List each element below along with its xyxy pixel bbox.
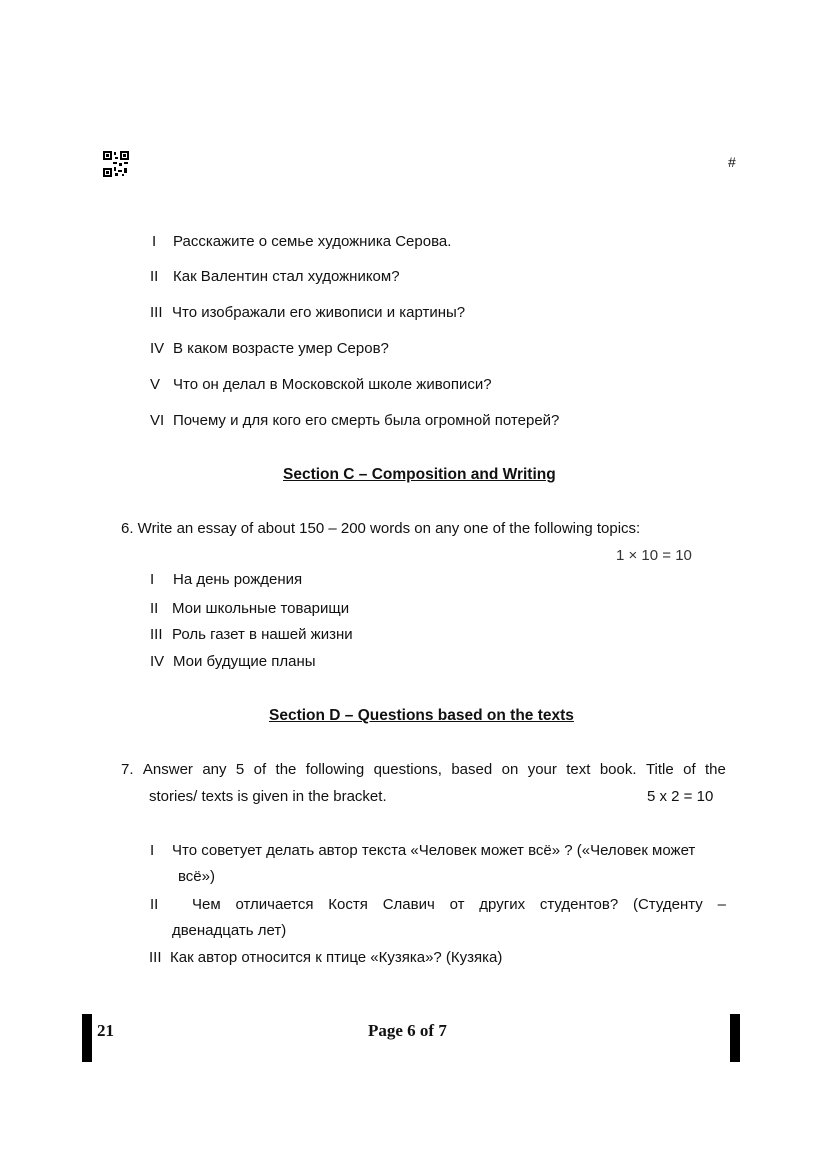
paper-code: 21 [97, 1021, 114, 1040]
page-number: Page 6 of 7 [368, 1021, 447, 1040]
section-c-title: Section C – Composition and Writing [283, 466, 556, 483]
list-item: IV В каком возрасте умер Серов? [150, 340, 389, 357]
question-7-line2: stories/ texts is given in the bracket. [149, 788, 387, 805]
list-item: I Расскажите о семье художника Серова. [152, 233, 452, 250]
marks-q7: 5 x 2 = 10 [647, 788, 714, 805]
question-7-line1: 7. Answer any 5 of the following questions, based on your text book. Title of the [121, 761, 726, 778]
question-6: 6. Write an essay of about 150 – 200 words on any one of the following topics: [121, 520, 641, 537]
list-item: V Что он делал в Московской школе живописи? [150, 376, 492, 393]
list-item: II Как Валентин стал художником? [150, 268, 400, 285]
marks-q6: 1 × 10 = 10 [616, 547, 692, 564]
footer-left-bar [82, 1014, 92, 1062]
footer-right-bar [730, 1014, 740, 1062]
list-item: III Роль газет в нашей жизни [150, 626, 353, 643]
list-item-continuation: двенадцать лет) [172, 922, 287, 939]
list-item: Чем отличается Костя Славич от других студентов? (Студенту – [192, 896, 726, 913]
list-item: III Что изображали его живописи и картины? [150, 304, 466, 321]
list-item-continuation: всё») [178, 868, 215, 885]
page-hash-mark: # [728, 154, 736, 170]
list-item: IV Мои будущие планы [150, 653, 316, 670]
section-d-title: Section D – Questions based on the texts [269, 707, 574, 724]
list-item: II Мои школьные товарищи [150, 600, 350, 617]
list-item: VI Почему и для кого его смерть была огромной потерей? [150, 412, 560, 429]
qr-code [103, 151, 129, 177]
list-item: I На день рождения [150, 571, 303, 588]
list-item-num: II [150, 896, 159, 913]
list-item: III Как автор относится к птице «Кузяка»? (Кузяка) [149, 949, 503, 966]
list-item: I Что советует делать автор текста «Человек может всё» ? («Человек может [150, 842, 696, 859]
